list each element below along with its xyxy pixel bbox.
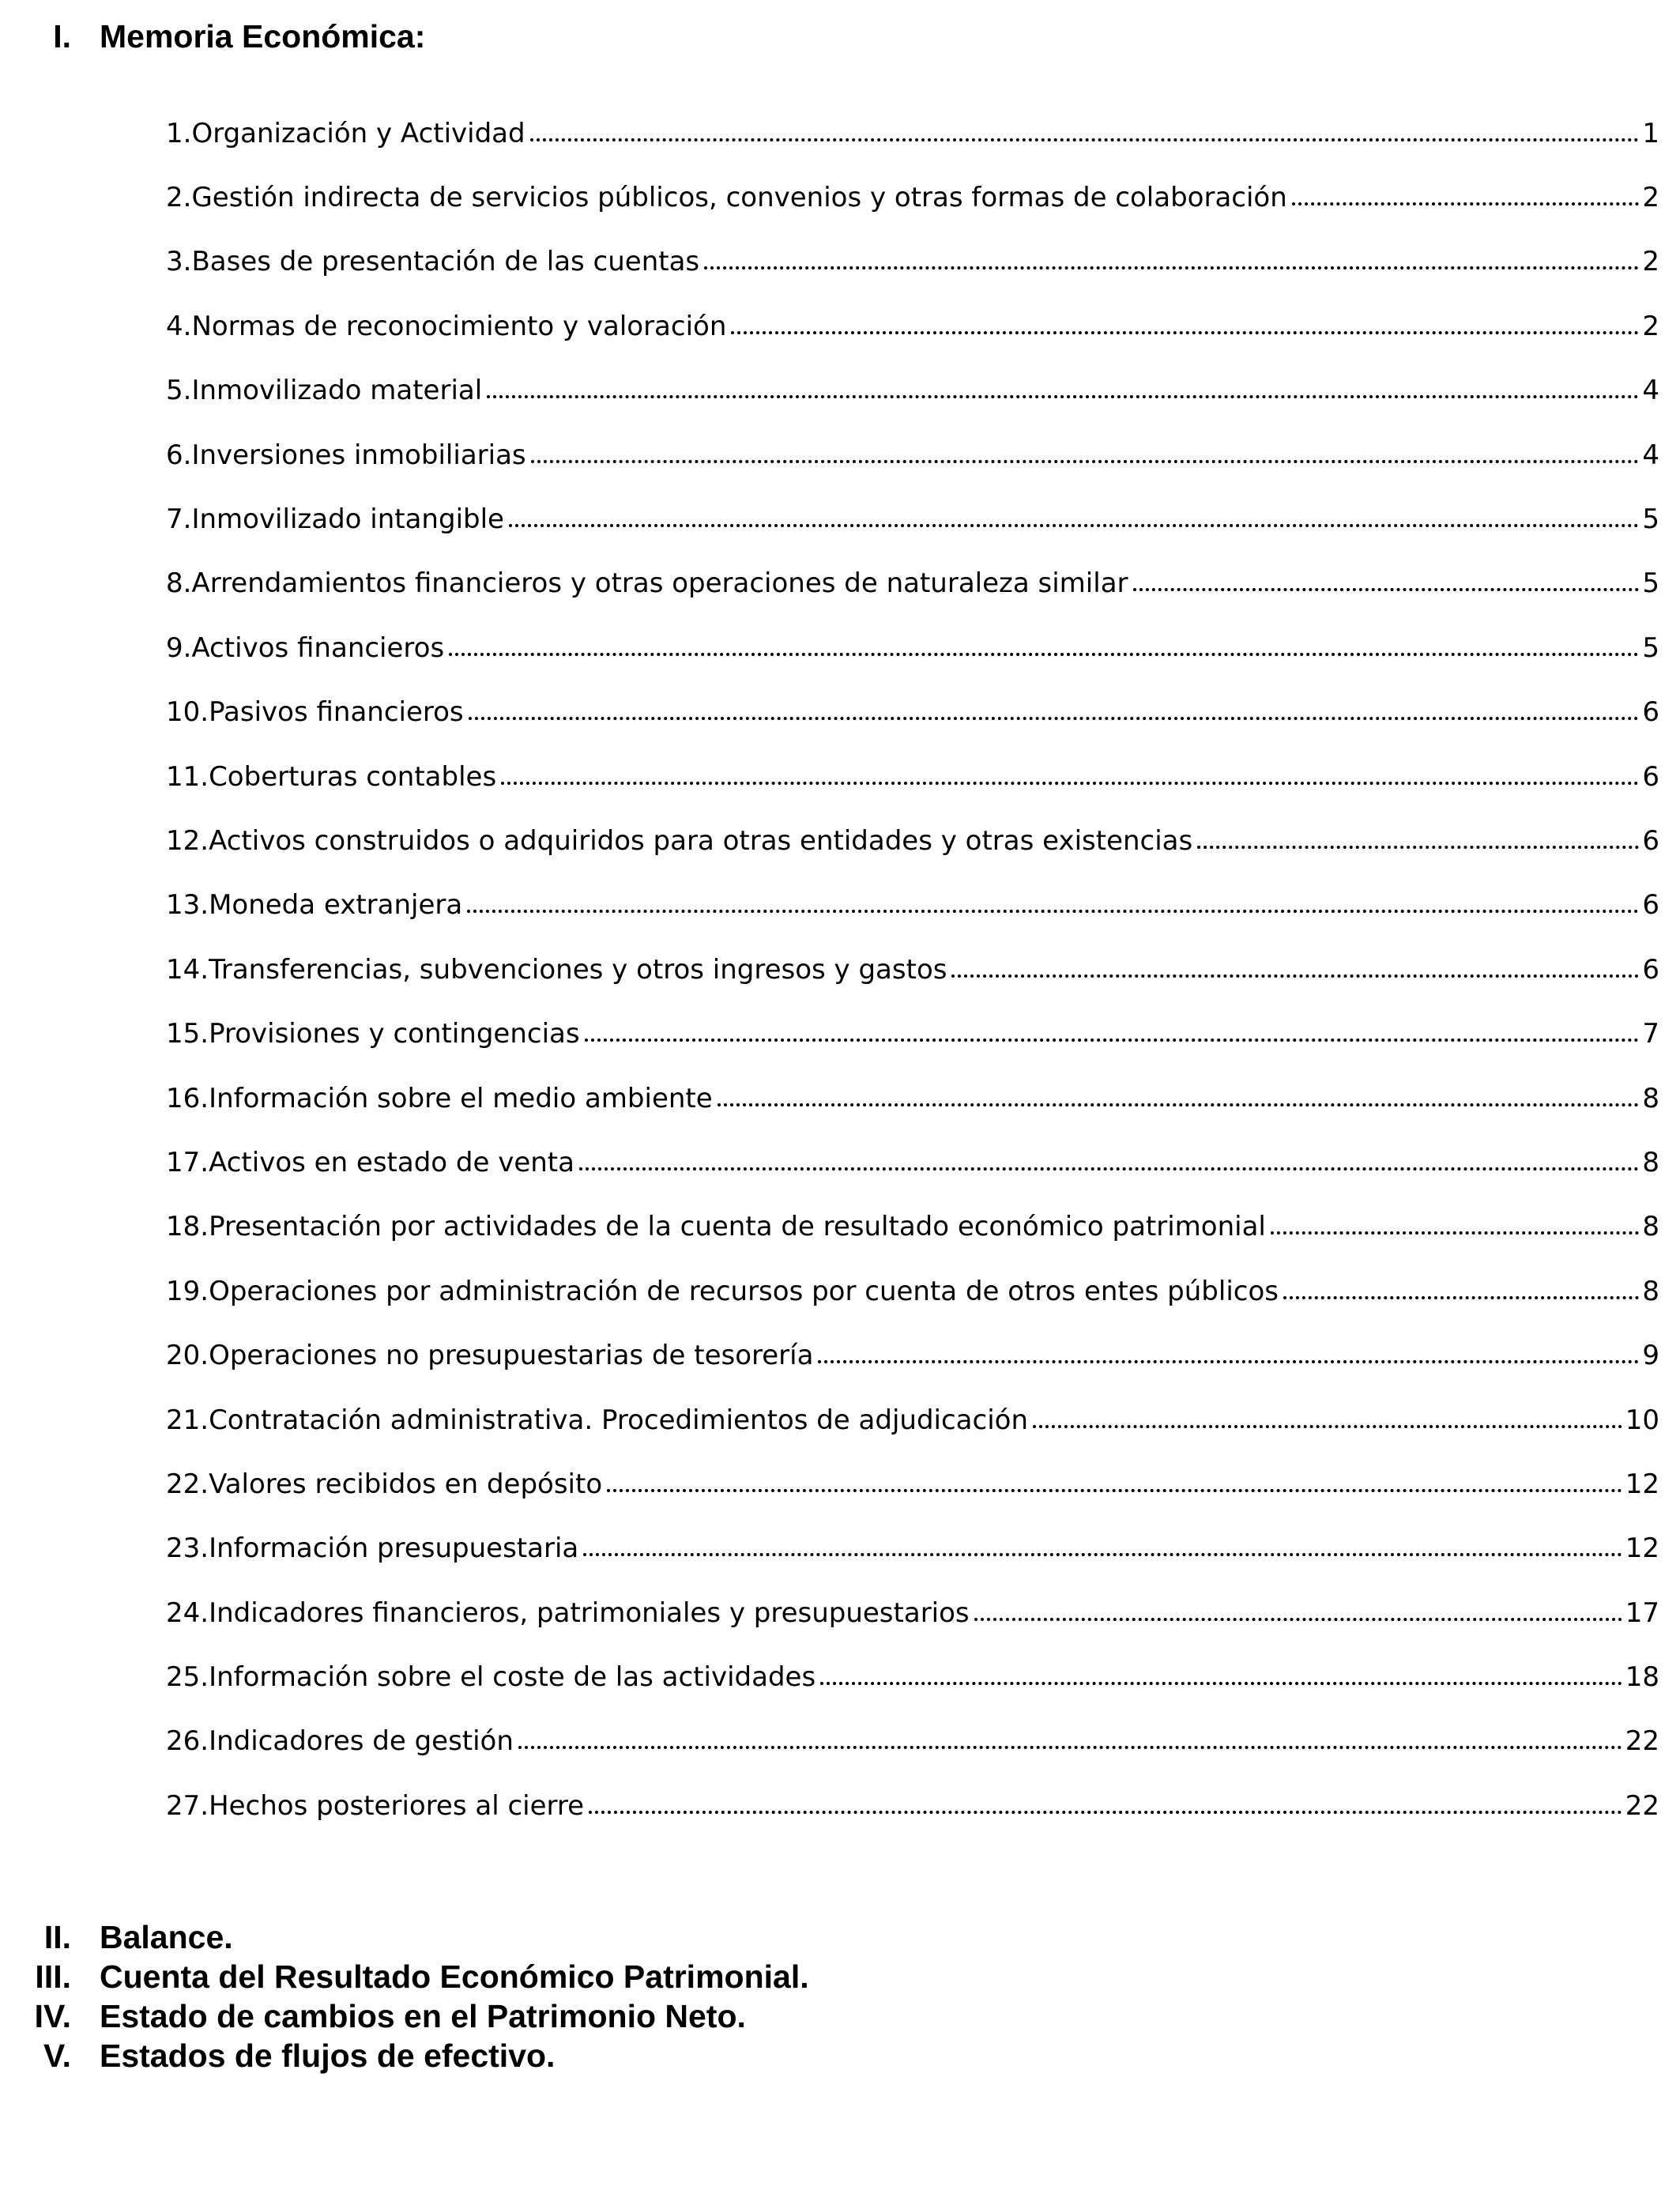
toc-entry[interactable] <box>166 165 1659 229</box>
toc-entry-page-number: 22 <box>1625 1725 1659 1758</box>
section-title: Estados de flujos de efectivo. <box>100 2038 556 2074</box>
other-sections-list <box>0 1918 948 2076</box>
section-numeral: III. <box>35 1958 71 1995</box>
section-title: Memoria Económica: <box>100 18 426 55</box>
toc-entry-title: 11.Coberturas contables <box>166 760 497 793</box>
toc-entry-page-number: 8 <box>1642 1146 1659 1178</box>
toc-entry[interactable] <box>166 1710 1659 1774</box>
section-heading <box>0 2037 948 2076</box>
toc-entry-title: 25.Información sobre el coste de las actividades <box>166 1661 816 1694</box>
toc-entry-page-number: 5 <box>1642 567 1659 600</box>
dot-leader <box>1292 182 1639 213</box>
toc-entry-title: 26.Indicadores de gestión <box>166 1725 514 1758</box>
dot-leader <box>951 954 1639 986</box>
toc-entry-title: 1.Organización y Actividad <box>166 117 525 149</box>
dot-leader <box>585 1018 1639 1050</box>
dot-leader <box>1197 825 1639 857</box>
dot-leader <box>818 1340 1639 1371</box>
dot-leader <box>1133 567 1639 599</box>
toc-entry[interactable] <box>166 1001 1659 1065</box>
toc-entry[interactable] <box>166 1517 1659 1581</box>
toc-entry-page-number: 5 <box>1642 631 1659 664</box>
toc-entry-page-number: 6 <box>1642 696 1659 729</box>
toc-entry-page-number: 6 <box>1642 953 1659 986</box>
toc-entry-page-number: 4 <box>1642 375 1659 407</box>
section-numeral: I. <box>53 18 71 55</box>
toc-entry-title: 8.Arrendamientos financieros y otras operaciones de naturaleza similar <box>166 567 1128 600</box>
dot-leader <box>487 375 1639 406</box>
toc-entry[interactable] <box>166 680 1659 745</box>
toc-entry[interactable] <box>166 101 1659 165</box>
dot-leader <box>731 311 1639 342</box>
toc-entry[interactable] <box>166 1645 1659 1709</box>
toc-entry-page-number: 8 <box>1642 1275 1659 1307</box>
dot-leader <box>820 1661 1622 1693</box>
toc-entry-page-number: 2 <box>1642 182 1659 214</box>
toc-entry-title: 16.Información sobre el medio ambiente <box>166 1082 713 1114</box>
toc-entry[interactable] <box>166 1452 1659 1516</box>
toc-entry-title: 23.Información presupuestaria <box>166 1532 579 1565</box>
dot-leader <box>589 1790 1622 1822</box>
dot-leader <box>509 503 1639 535</box>
toc-entry-title: 15.Provisiones y contingencias <box>166 1018 580 1050</box>
toc-entry[interactable] <box>166 1581 1659 1645</box>
toc-entry-page-number: 12 <box>1625 1532 1659 1565</box>
dot-leader <box>531 439 1639 471</box>
toc-entry-page-number: 8 <box>1642 1211 1659 1243</box>
toc-entry[interactable] <box>166 873 1659 937</box>
dot-leader <box>1033 1404 1622 1436</box>
toc-entry[interactable] <box>166 423 1659 487</box>
dot-leader <box>607 1468 1622 1500</box>
dot-leader <box>467 889 1639 921</box>
toc-entry-page-number: 6 <box>1642 889 1659 922</box>
dot-leader <box>518 1725 1622 1757</box>
toc-entry-title: 10.Pasivos financieros <box>166 696 464 729</box>
toc-entry-title: 19.Operaciones por administración de recursos por cuenta de otros entes públicos <box>166 1275 1279 1307</box>
toc-entry-page-number: 12 <box>1625 1468 1659 1500</box>
toc-entry-title: 7.Inmovilizado intangible <box>166 503 504 536</box>
toc-entry[interactable] <box>166 359 1659 423</box>
toc-entry-page-number: 2 <box>1642 310 1659 342</box>
dot-leader <box>704 246 1639 277</box>
toc-entry-page-number: 8 <box>1642 1082 1659 1114</box>
toc-entry[interactable] <box>166 294 1659 358</box>
section-numeral: II. <box>43 1919 71 1955</box>
toc-entry[interactable] <box>166 745 1659 809</box>
toc-entry-title: 2.Gestión indirecta de servicios públicos, convenios y otras formas de colaboración <box>166 182 1287 214</box>
toc-entry[interactable] <box>166 616 1659 680</box>
toc-entry[interactable] <box>166 1259 1659 1323</box>
toc-entry[interactable] <box>166 552 1659 616</box>
dot-leader <box>449 632 1639 664</box>
toc-entry-page-number: 17 <box>1625 1596 1659 1629</box>
dot-leader <box>583 1532 1622 1564</box>
toc-entry[interactable] <box>166 1774 1659 1838</box>
section-heading <box>0 1958 948 1997</box>
toc-entry[interactable] <box>166 1130 1659 1194</box>
toc-entry-title: 4.Normas de reconocimiento y valoración <box>166 310 727 342</box>
dot-leader <box>1271 1211 1639 1242</box>
dot-leader <box>469 696 1639 728</box>
toc-entry-page-number: 22 <box>1625 1789 1659 1822</box>
dot-leader <box>974 1597 1622 1629</box>
section-heading <box>0 1997 948 2037</box>
toc-entry[interactable] <box>166 1195 1659 1259</box>
toc-entry-title: 6.Inversiones inmobiliarias <box>166 439 526 471</box>
toc-entry-title: 24.Indicadores financieros, patrimoniales y presupuestarios <box>166 1596 970 1629</box>
toc-entry-page-number: 18 <box>1625 1661 1659 1694</box>
toc-entry-page-number: 1 <box>1642 117 1659 149</box>
toc-entry[interactable] <box>166 1388 1659 1452</box>
toc-entry[interactable] <box>166 230 1659 294</box>
toc-entry-page-number: 9 <box>1642 1340 1659 1372</box>
dot-leader <box>1283 1276 1639 1307</box>
toc-entry[interactable] <box>166 487 1659 551</box>
toc-entry-title: 21.Contratación administrativa. Procedimientos de adjudicación <box>166 1404 1028 1436</box>
toc-entry-title: 14.Transferencias, subvenciones y otros ingresos y gastos <box>166 953 947 986</box>
toc-entry-title: 9.Activos financieros <box>166 631 445 664</box>
toc-entry[interactable] <box>166 1323 1659 1387</box>
toc-entry-page-number: 7 <box>1642 1018 1659 1050</box>
section-numeral: V. <box>43 2038 71 2074</box>
section-heading <box>0 1918 948 1958</box>
dot-leader <box>579 1147 1639 1178</box>
toc-entry-page-number: 10 <box>1625 1404 1659 1436</box>
toc-entry-title: 13.Moneda extranjera <box>166 889 463 922</box>
toc-entry-title: 27.Hechos posteriores al cierre <box>166 1789 585 1822</box>
dot-leader <box>718 1083 1639 1114</box>
section-title: Cuenta del Resultado Económico Patrimonial. <box>100 1958 809 1995</box>
toc-entry-page-number: 5 <box>1642 503 1659 536</box>
toc-entry-page-number: 2 <box>1642 246 1659 278</box>
toc-entry-title: 20.Operaciones no presupuestarias de tesorería <box>166 1340 814 1372</box>
toc-entry-title: 5.Inmovilizado material <box>166 375 483 407</box>
section-numeral: IV. <box>34 1998 71 2034</box>
dot-leader <box>530 118 1639 149</box>
toc-entry-title: 12.Activos construidos o adquiridos para otras entidades y otras existencias <box>166 824 1193 857</box>
toc-entry-page-number: 6 <box>1642 824 1659 857</box>
dot-leader <box>501 761 1639 793</box>
toc-entry-title: 22.Valores recibidos en depósito <box>166 1468 603 1500</box>
section-title: Balance. <box>100 1919 233 1955</box>
section-heading-memoria <box>0 17 425 55</box>
table-of-contents <box>166 101 1659 1838</box>
toc-entry-title: 17.Activos en estado de venta <box>166 1146 574 1178</box>
toc-entry[interactable] <box>166 809 1659 873</box>
section-title: Estado de cambios en el Patrimonio Neto. <box>100 1998 746 2034</box>
toc-entry[interactable] <box>166 1066 1659 1130</box>
toc-entry-title: 18.Presentación por actividades de la cuenta de resultado económico patrimonial <box>166 1211 1266 1243</box>
toc-entry-page-number: 4 <box>1642 439 1659 471</box>
toc-entry-title: 3.Bases de presentación de las cuentas <box>166 246 700 278</box>
toc-entry-page-number: 6 <box>1642 760 1659 793</box>
toc-entry[interactable] <box>166 937 1659 1001</box>
